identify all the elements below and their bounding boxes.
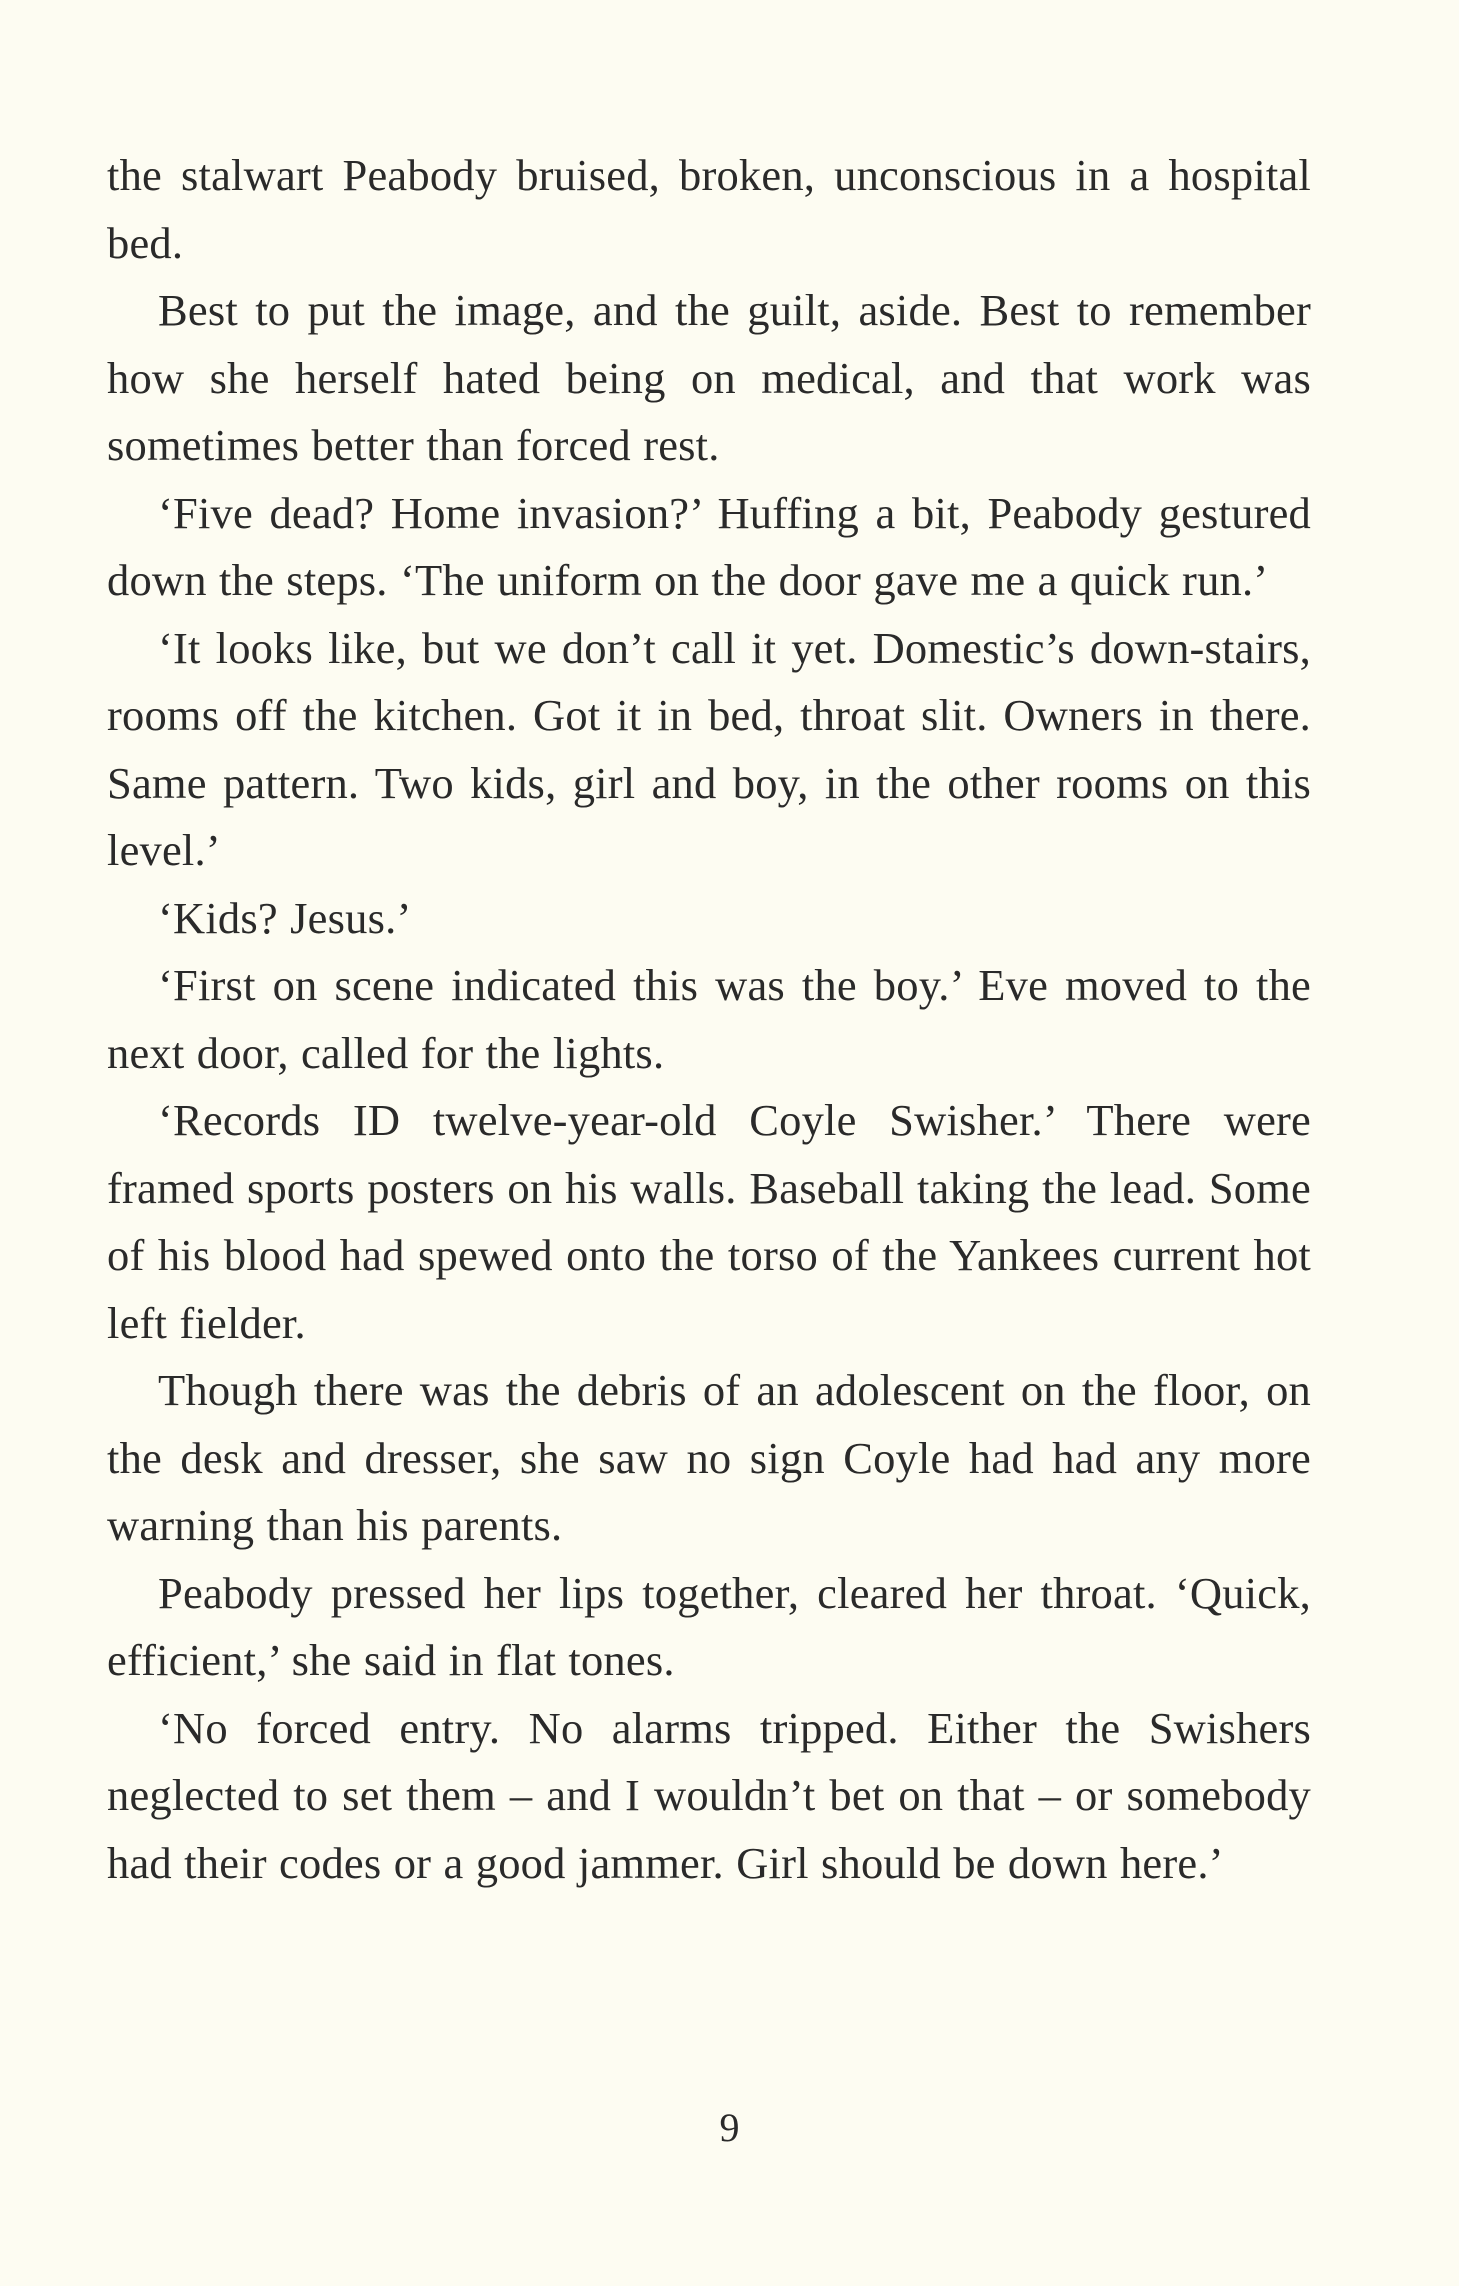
paragraph-2: Best to put the image, and the guilt, aside. Best to remember how she herself hated being on medical, and that work was sometimes better than forced rest. [107, 285, 1311, 470]
paragraph-7: ‘Records ID twelve-year-old Coyle Swisher.’ There were framed sports posters on his walls. Baseball taking the lead. Some of his blood had spewed onto the torso of the Yankees current hot left fielder. [107, 1095, 1311, 1348]
paragraph-9: Peabody pressed her lips together, cleared her throat. ‘Quick, efficient,’ she said in flat tones. [107, 1567, 1311, 1685]
paragraph-5: ‘Kids? Jesus.’ [158, 892, 412, 943]
page-number: 9 [719, 2105, 740, 2150]
paragraph-4: ‘It looks like, but we don’t call it yet. Domestic’s down-stairs, rooms off the kitchen. Got it in bed, throat slit. Owners in there. Same pattern. Two kids, girl and boy, in the other rooms on this level.’ [107, 622, 1311, 875]
book-page-body [107, 142, 1311, 1897]
paragraph-6: ‘First on scene indicated this was the boy.’ Eve moved to the next door, called for the lights. [107, 960, 1311, 1078]
paragraph-8: Though there was the debris of an adolescent on the floor, on the desk and dresser, she saw no sign Coyle had had any more warning than his parents. [107, 1365, 1311, 1550]
paragraph-1: the stalwart Peabody bruised, broken, unconscious in a hospital bed. [107, 150, 1311, 268]
paragraph-10: ‘No forced entry. No alarms tripped. Either the Swishers neglected to set them – and I wouldn’t bet on that – or somebody had their codes or a good jammer. Girl should be down here.’ [107, 1702, 1311, 1888]
paragraph-3: ‘Five dead? Home invasion?’ Huffing a bit, Peabody gestured down the steps. ‘The uniform on the door gave me a quick run.’ [107, 487, 1311, 605]
